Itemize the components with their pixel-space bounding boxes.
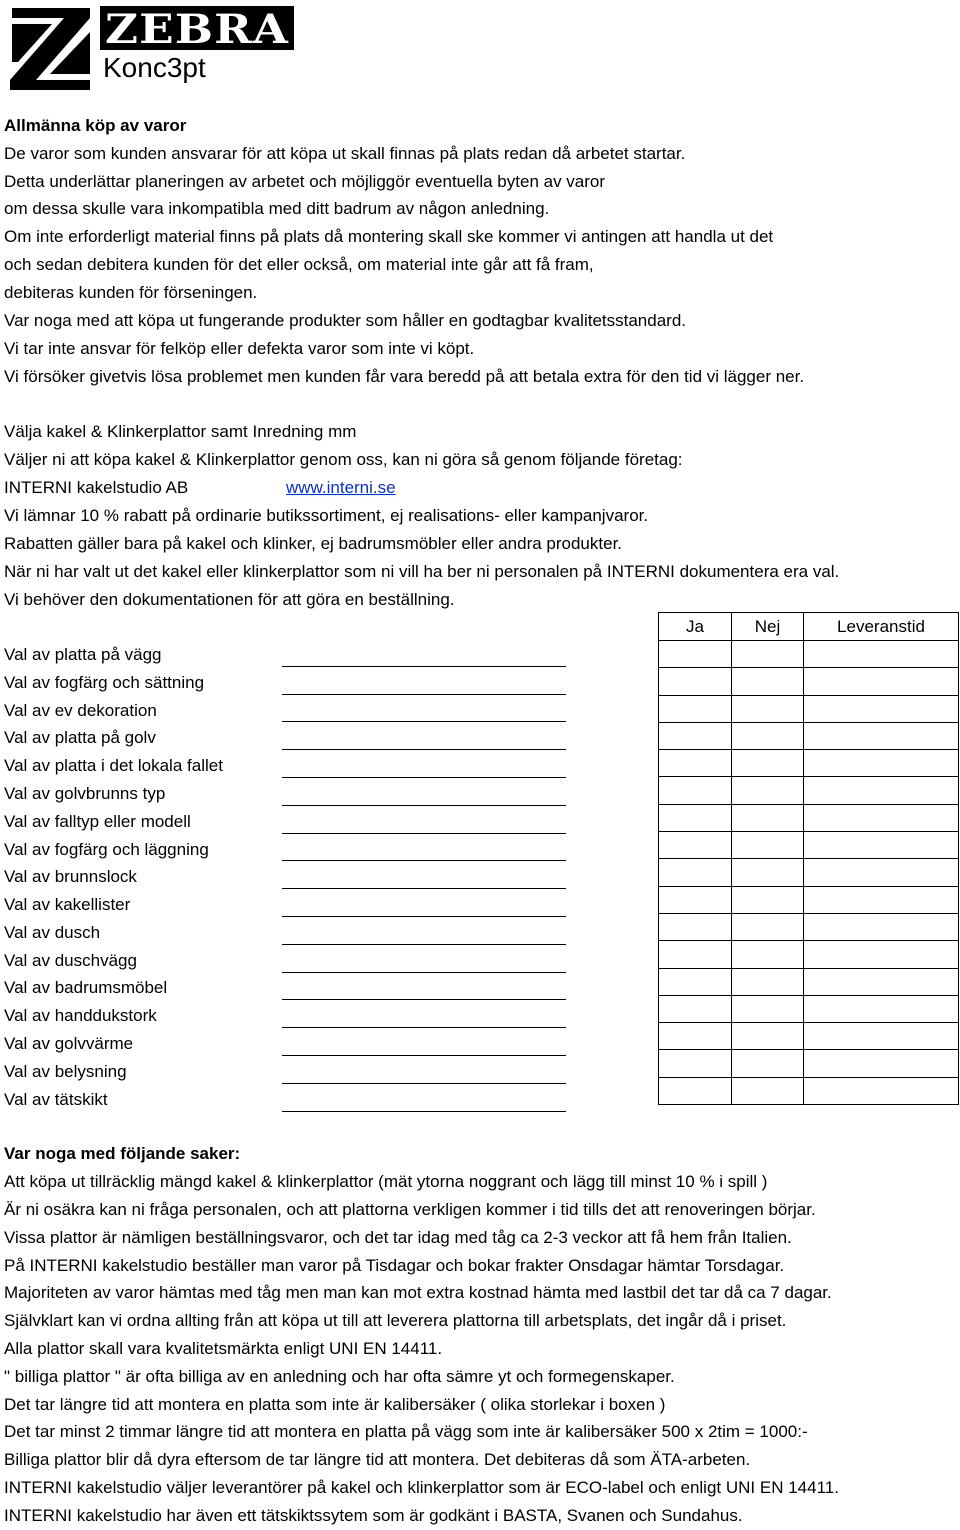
grid-cell-delivery-time[interactable] (804, 995, 959, 1022)
paragraph-line: Självklart kan vi ordna allting från att köpa ut till att leverera plattorna till arbetsplats, det ingår då i priset. (4, 1311, 787, 1330)
fill-in-line[interactable] (282, 1083, 566, 1084)
checklist-item: Val av dusch (4, 923, 101, 942)
grid-cell-no[interactable] (732, 750, 804, 777)
grid-cell-yes[interactable] (659, 695, 732, 722)
website-link[interactable]: www.interni.se (286, 478, 396, 497)
grid-cell-yes[interactable] (659, 668, 732, 695)
fill-in-line[interactable] (282, 721, 566, 722)
grid-cell-yes[interactable] (659, 1050, 732, 1077)
grid-cell-yes[interactable] (659, 804, 732, 831)
grid-cell-no[interactable] (732, 968, 804, 995)
fill-in-line[interactable] (282, 999, 566, 1000)
grid-cell-delivery-time[interactable] (804, 750, 959, 777)
section-heading-be-careful: Var noga med följande saker: (4, 1144, 241, 1163)
grid-cell-no[interactable] (732, 668, 804, 695)
grid-header-row (659, 613, 959, 641)
grid-cell-no[interactable] (732, 941, 804, 968)
fill-in-line[interactable] (282, 694, 566, 695)
checklist-item: Val av badrumsmöbel (4, 978, 168, 997)
grid-row (659, 941, 959, 968)
grid-cell-delivery-time[interactable] (804, 1077, 959, 1104)
paragraph-line: om dessa skulle vara inkompatibla med ditt badrum av någon anledning. (4, 199, 550, 218)
grid-row (659, 886, 959, 913)
paragraph-line: Majoriteten av varor hämtas med tåg men man kan mot extra kostnad hämta med lastbil det tar då ca 7 dagar. (4, 1283, 832, 1302)
zebra-wordmark (100, 6, 294, 50)
checklist-item: Val av platta i det lokala fallet (4, 756, 223, 775)
fill-in-line[interactable] (282, 972, 566, 973)
paragraph-line: Detta underlättar planeringen av arbetet och möjliggör eventuella byten av varor (4, 172, 606, 191)
paragraph-line: Rabatten gäller bara på kakel och klinker, ej badrumsmöbler eller andra produkter. (4, 534, 623, 553)
grid-cell-no[interactable] (732, 722, 804, 749)
checklist-item: Val av duschvägg (4, 951, 137, 970)
grid-cell-yes[interactable] (659, 777, 732, 804)
fill-in-line[interactable] (282, 860, 566, 861)
fill-in-line[interactable] (282, 777, 566, 778)
grid-cell-delivery-time[interactable] (804, 668, 959, 695)
section-heading-choose-tiles: Välja kakel & Klinkerplattor samt Inredning mm (4, 422, 357, 441)
grid-cell-yes[interactable] (659, 1023, 732, 1050)
grid-cell-no[interactable] (732, 804, 804, 831)
grid-cell-yes[interactable] (659, 941, 732, 968)
checklist-item: Val av golvvärme (4, 1034, 134, 1053)
grid-cell-delivery-time[interactable] (804, 968, 959, 995)
grid-cell-no[interactable] (732, 859, 804, 886)
grid-cell-delivery-time[interactable] (804, 695, 959, 722)
fill-in-line[interactable] (282, 805, 566, 806)
paragraph-line: INTERNI kakelstudio väljer leverantörer på kakel och klinkerplattor som är ECO-label och enligt UNI EN 14411. (4, 1478, 839, 1497)
grid-cell-yes[interactable] (659, 722, 732, 749)
fill-in-line[interactable] (282, 916, 566, 917)
grid-cell-yes[interactable] (659, 995, 732, 1022)
zebra-z-logo-icon (6, 2, 96, 94)
logo-brand-text: ZEBRA (105, 6, 289, 50)
paragraph-line: Vi lämnar 10 % rabatt på ordinarie butikssortiment, ej realisations- eller kampanjvaror. (4, 506, 649, 525)
checklist-item: Val av falltyp eller modell (4, 812, 191, 831)
grid-row (659, 722, 959, 749)
column-header-yes: Ja (659, 613, 732, 641)
fill-in-line[interactable] (282, 944, 566, 945)
grid-cell-delivery-time[interactable] (804, 641, 959, 668)
grid-cell-yes[interactable] (659, 859, 732, 886)
grid-cell-no[interactable] (732, 995, 804, 1022)
paragraph-line: " billiga plattor " är ofta billiga av en anledning och har ofta sämre yt och formegenskaper. (4, 1367, 675, 1386)
grid-cell-yes[interactable] (659, 832, 732, 859)
checklist-item: Val av brunnslock (4, 867, 137, 886)
paragraph-line: debiteras kunden för förseningen. (4, 283, 258, 302)
grid-cell-no[interactable] (732, 913, 804, 940)
checklist-item: Val av handdukstork (4, 1006, 157, 1025)
grid-cell-yes[interactable] (659, 886, 732, 913)
grid-row (659, 1023, 959, 1050)
company-name: INTERNI kakelstudio AB (4, 478, 189, 497)
grid-cell-no[interactable] (732, 641, 804, 668)
grid-row (659, 804, 959, 831)
paragraph-line: Vi behöver den dokumentationen för att göra en beställning. (4, 590, 455, 609)
grid-row (659, 859, 959, 886)
section-heading-general-purchases: Allmänna köp av varor (4, 116, 187, 135)
grid-cell-no[interactable] (732, 886, 804, 913)
grid-cell-delivery-time[interactable] (804, 1050, 959, 1077)
grid-cell-no[interactable] (732, 695, 804, 722)
grid-cell-delivery-time[interactable] (804, 832, 959, 859)
grid-cell-yes[interactable] (659, 641, 732, 668)
paragraph-line: INTERNI kakelstudio har även ett tätskiktssytem som är godkänt i BASTA, Svanen och Sundahus. (4, 1506, 743, 1525)
grid-cell-no[interactable] (732, 1077, 804, 1104)
grid-cell-delivery-time[interactable] (804, 1023, 959, 1050)
grid-cell-yes[interactable] (659, 1077, 732, 1104)
grid-row (659, 913, 959, 940)
grid-row (659, 832, 959, 859)
grid-cell-delivery-time[interactable] (804, 859, 959, 886)
logo-subtitle: Konc3pt (103, 52, 206, 83)
grid-row (659, 668, 959, 695)
paragraph-line: och sedan debitera kunden för det eller också, om material inte går att få fram, (4, 255, 594, 274)
fill-in-line[interactable] (282, 888, 566, 889)
paragraph-line: Det tar minst 2 timmar längre tid att montera en platta på vägg som inte är kalibersäker 500 x 2tim = 1000:- (4, 1422, 808, 1441)
grid-cell-yes[interactable] (659, 913, 732, 940)
paragraph-line: Alla plattor skall vara kvalitetsmärkta enligt UNI EN 14411. (4, 1339, 443, 1358)
paragraph-line: På INTERNI kakelstudio beställer man varor på Tisdagar och bokar frakter Onsdagar hämtar Torsdagar. (4, 1256, 785, 1275)
grid-cell-delivery-time[interactable] (804, 804, 959, 831)
checklist-item: Val av belysning (4, 1062, 127, 1081)
grid-cell-no[interactable] (732, 1050, 804, 1077)
paragraph-line: Billiga plattor blir då dyra eftersom de tar längre tid att montera. Det debiteras då som ÄTA-arbeten. (4, 1450, 751, 1469)
grid-cell-no[interactable] (732, 1023, 804, 1050)
grid-cell-no[interactable] (732, 832, 804, 859)
paragraph-line: Vi försöker givetvis lösa problemet men kunden får vara beredd på att betala extra för den tid vi lägger ner. (4, 367, 805, 386)
paragraph-line: Vissa plattor är nämligen beställningsvaror, och det tar idag med tåg ca 2-3 veckor att få hem från Italien. (4, 1228, 792, 1247)
grid-row (659, 968, 959, 995)
grid-row (659, 1050, 959, 1077)
grid-cell-delivery-time[interactable] (804, 886, 959, 913)
fill-in-line[interactable] (282, 666, 566, 667)
column-header-no: Nej (732, 613, 804, 641)
fill-in-line[interactable] (282, 1055, 566, 1056)
checklist-item: Val av kakellister (4, 895, 131, 914)
checklist-grid (658, 612, 959, 1105)
checklist-item: Val av ev dekoration (4, 701, 157, 720)
fill-in-line[interactable] (282, 749, 566, 750)
paragraph-line: När ni har valt ut det kakel eller klinkerplattor som ni vill ha ber ni personalen på INTERNI dokumentera era val. (4, 562, 840, 581)
grid-row (659, 1077, 959, 1104)
grid-cell-delivery-time[interactable] (804, 722, 959, 749)
column-header-delivery-time: Leveranstid (804, 613, 959, 641)
checklist-item: Val av platta på vägg (4, 645, 162, 664)
grid-row (659, 641, 959, 668)
checklist-item: Val av fogfärg och läggning (4, 840, 209, 859)
fill-in-line[interactable] (282, 1027, 566, 1028)
checklist-item: Val av fogfärg och sättning (4, 673, 205, 692)
paragraph-line: Väljer ni att köpa kakel & Klinkerplattor genom oss, kan ni göra så genom följande företag: (4, 450, 683, 469)
grid-cell-delivery-time[interactable] (804, 913, 959, 940)
grid-cell-no[interactable] (732, 777, 804, 804)
paragraph-line: De varor som kunden ansvarar för att köpa ut skall finnas på plats redan då arbetet startar. (4, 144, 686, 163)
grid-row (659, 695, 959, 722)
fill-in-line[interactable] (282, 1111, 566, 1112)
paragraph-line: Om inte erforderligt material finns på plats då montering skall ske kommer vi antingen att handla ut det (4, 227, 774, 246)
grid-row (659, 750, 959, 777)
grid-cell-yes[interactable] (659, 750, 732, 777)
grid-cell-delivery-time[interactable] (804, 777, 959, 804)
checklist-item: Val av golvbrunns typ (4, 784, 166, 803)
paragraph-line: Är ni osäkra kan ni fråga personalen, och att plattorna verkligen kommer i tid tills det att renoveringen börjar. (4, 1200, 816, 1219)
company-logo (6, 2, 296, 94)
grid-cell-yes[interactable] (659, 968, 732, 995)
checklist-item: Val av tätskikt (4, 1090, 108, 1109)
grid-row (659, 777, 959, 804)
checklist-item: Val av platta på golv (4, 728, 156, 747)
grid-cell-delivery-time[interactable] (804, 941, 959, 968)
paragraph-line: Att köpa ut tillräcklig mängd kakel & klinkerplattor (mät ytorna noggrant och lägg till minst 10 % i spill ) (4, 1172, 768, 1191)
grid-row (659, 995, 959, 1022)
fill-in-line[interactable] (282, 833, 566, 834)
paragraph-line: Var noga med att köpa ut fungerande produkter som håller en godtagbar kvalitetsstandard. (4, 311, 687, 330)
paragraph-line: Det tar längre tid att montera en platta som inte är kalibersäker ( olika storlekar i boxen ) (4, 1395, 666, 1414)
paragraph-line: Vi tar inte ansvar för felköp eller defekta varor som inte vi köpt. (4, 339, 475, 358)
